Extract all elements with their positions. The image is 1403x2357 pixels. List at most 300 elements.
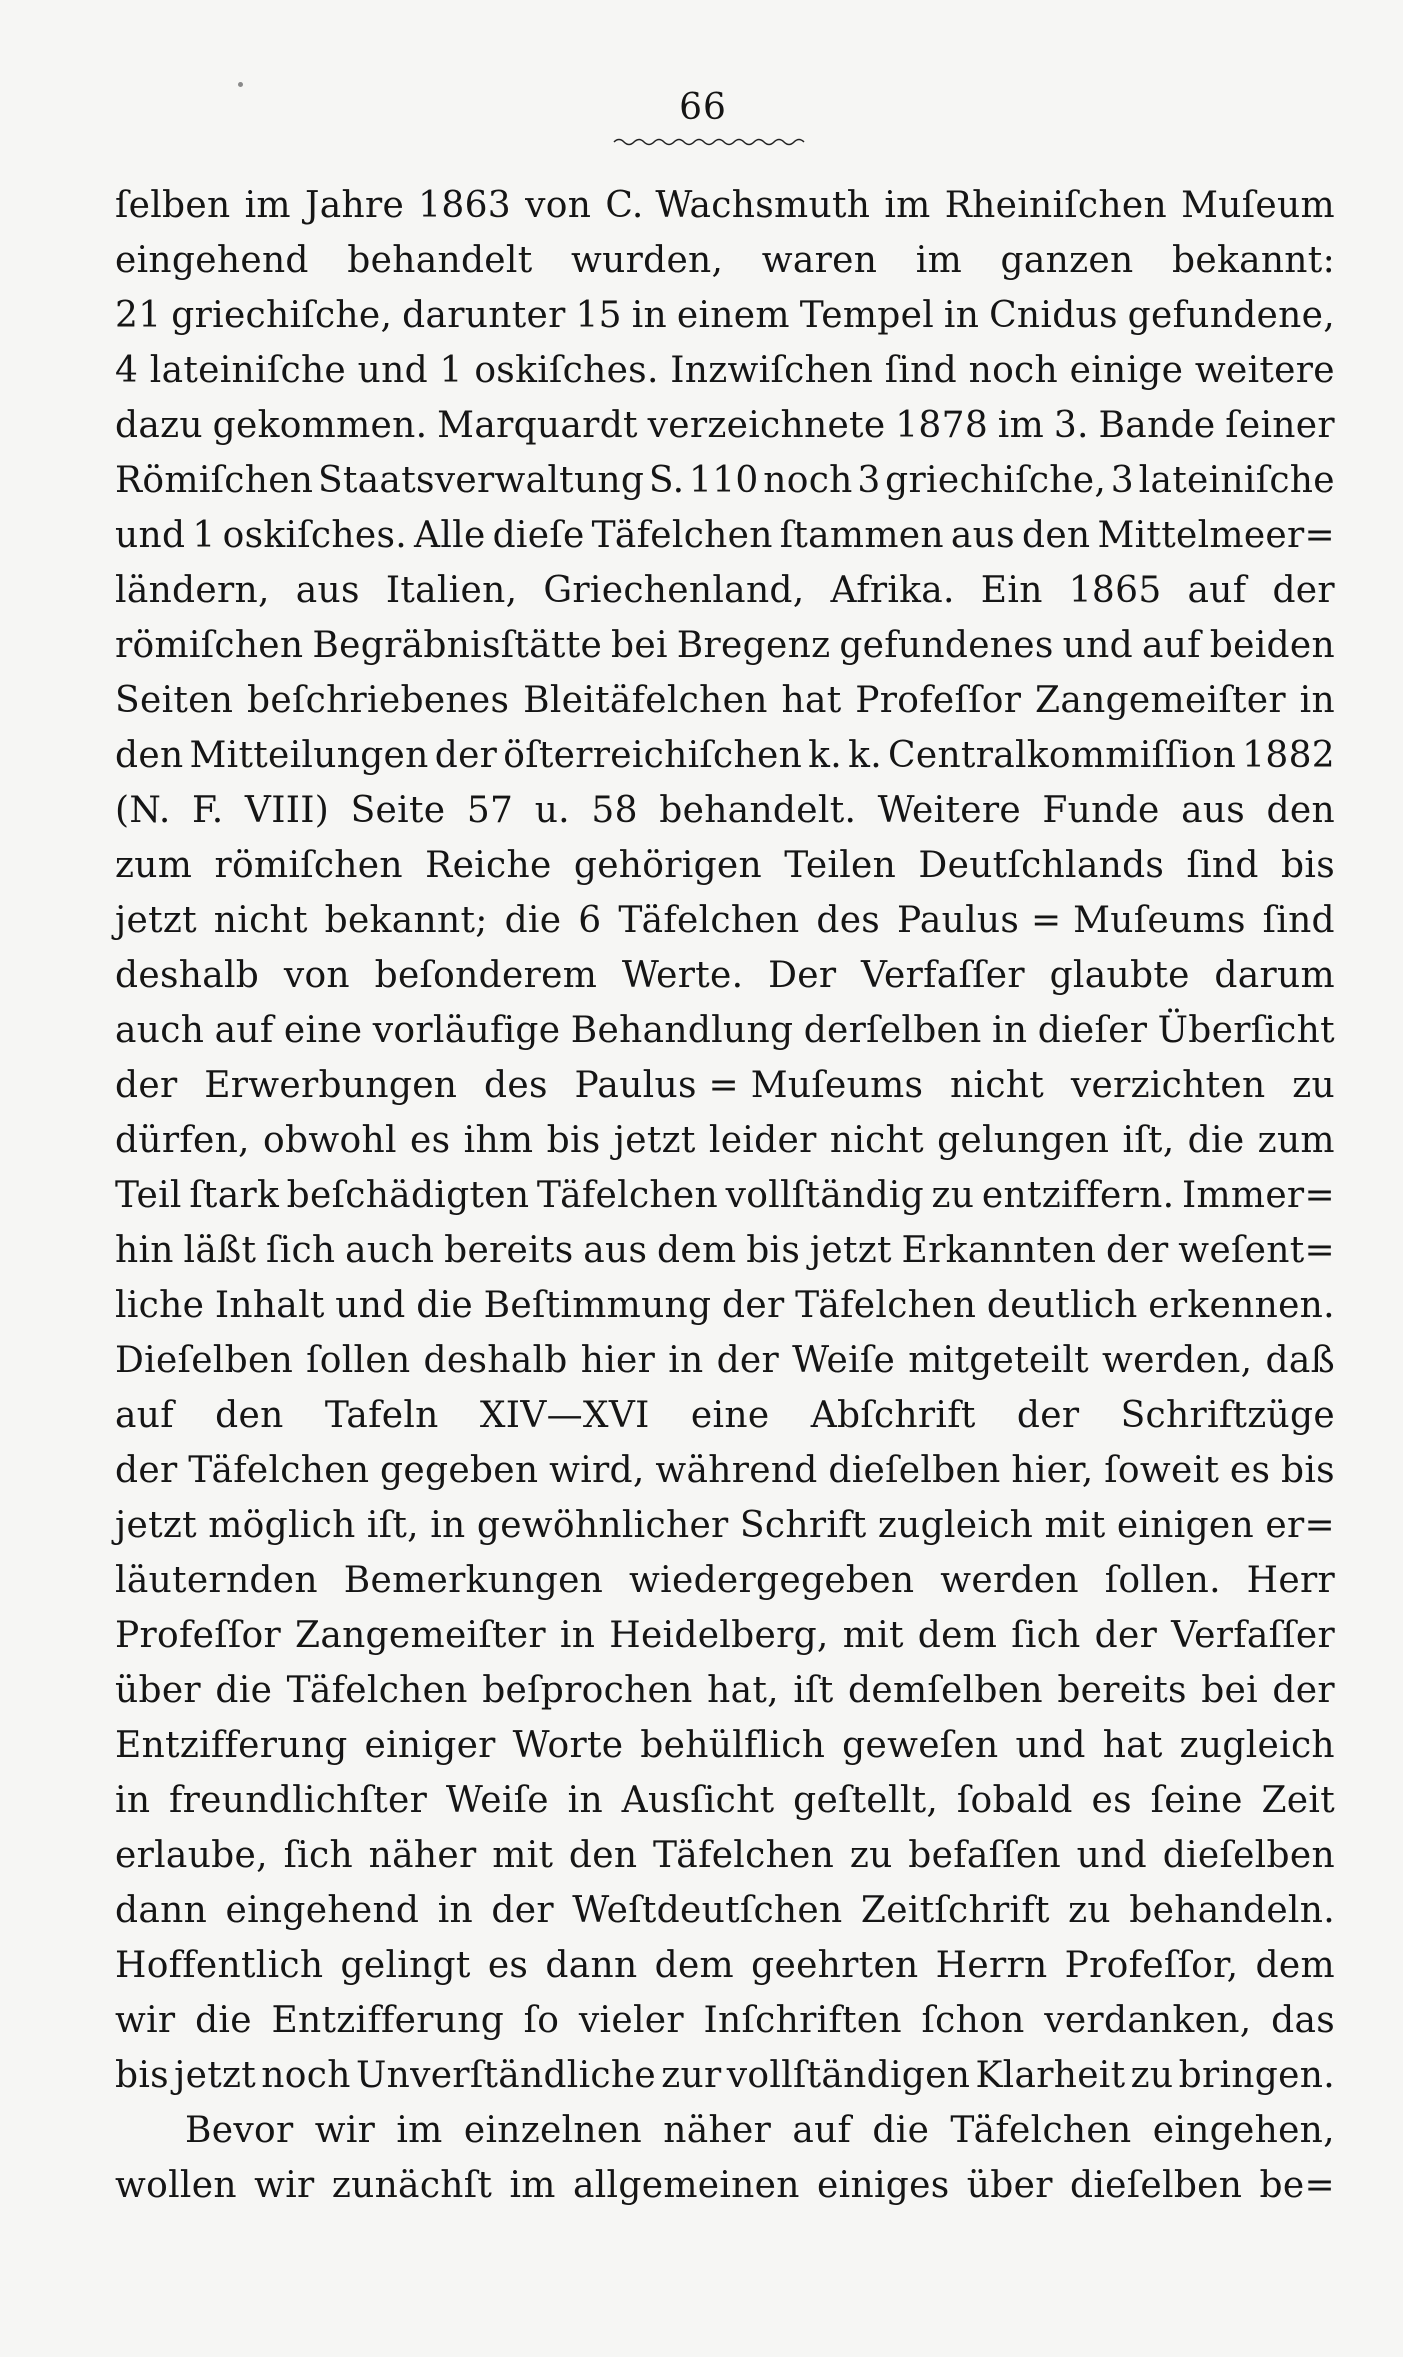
word: derſelben: [803, 1009, 982, 1051]
word: Inzwiſchen: [670, 349, 874, 391]
text-line: [115, 1498, 1335, 1553]
word: gefundene,: [1127, 294, 1335, 336]
word: vollſtändig: [725, 1174, 924, 1216]
word: Täfelchen: [950, 2109, 1132, 2151]
word: noch: [968, 349, 1059, 391]
word: ganzen: [1000, 239, 1134, 281]
text-line: [115, 1553, 1335, 1608]
text-line: [115, 2158, 1335, 2213]
word: mit: [842, 1614, 904, 1656]
word: Erkannten: [901, 1229, 1097, 1271]
word: 58: [591, 789, 638, 831]
word: auf: [1141, 624, 1201, 666]
text-line: [115, 178, 1335, 233]
word: Täfelchen: [653, 1834, 835, 1876]
word: bekannt:: [1172, 239, 1335, 281]
word: wurden,: [571, 239, 724, 281]
word: Schriftzüge: [1120, 1394, 1335, 1436]
word: vollſtändigen: [726, 2054, 971, 2096]
word: VIII): [244, 789, 330, 831]
word: den: [1021, 514, 1091, 556]
word: und: [335, 1284, 406, 1326]
word: leider: [708, 1119, 817, 1161]
word: oskiſches.: [222, 514, 407, 556]
word: ländern,: [115, 569, 270, 611]
word: bei: [611, 624, 668, 666]
text-line: [115, 508, 1335, 563]
word: in: [437, 1889, 473, 1931]
word: 15: [575, 294, 622, 336]
word: Rheiniſchen: [944, 184, 1167, 226]
word: u.: [534, 789, 570, 831]
word: in: [559, 1614, 596, 1656]
word: iſt: [793, 1669, 834, 1711]
word: Bregenz: [676, 624, 831, 666]
word: entziffern.: [981, 1174, 1175, 1216]
word: zu: [849, 1834, 893, 1876]
word: 1865: [1068, 569, 1162, 611]
word: der: [1106, 1229, 1169, 1271]
word: und: [1015, 1724, 1086, 1766]
word: bei: [1201, 1669, 1258, 1711]
text-line: [115, 948, 1335, 1003]
word: und: [357, 349, 428, 391]
text-line: [115, 1883, 1335, 1938]
word: geſtellt,: [793, 1779, 939, 1821]
word: bis: [746, 1229, 801, 1271]
word: Seiten: [115, 679, 234, 721]
word: ihm: [463, 1119, 534, 1161]
word: und: [1076, 1834, 1147, 1876]
word: geehrten: [751, 1944, 919, 1986]
word: zu: [1292, 1064, 1335, 1106]
word: es: [1091, 1779, 1132, 1821]
word: be=: [1259, 2164, 1335, 2206]
word: Dieſelben: [115, 1339, 294, 1381]
word: 6: [578, 899, 602, 941]
word: im: [997, 404, 1045, 446]
word: einiges: [817, 2164, 950, 2206]
word: gelungen: [937, 1119, 1110, 1161]
word: Schrift: [739, 1504, 867, 1546]
word: auf: [214, 1009, 274, 1051]
word: C. Wachsmuth: [605, 184, 871, 226]
word: einem: [676, 294, 790, 336]
word: wir: [254, 2164, 315, 2206]
word: 4: [115, 349, 139, 391]
word: im: [244, 184, 291, 226]
word: hier: [580, 1339, 656, 1381]
word: Mitteilungen: [189, 734, 429, 776]
word: römiſchen: [214, 844, 403, 886]
word: der: [1016, 1394, 1080, 1436]
word: noch: [763, 459, 853, 501]
word: Täfelchen: [536, 1174, 718, 1216]
word: allgemeinen: [572, 2164, 800, 2206]
word: ſeiner: [1225, 404, 1335, 446]
word: beſprochen: [482, 1669, 693, 1711]
word: Inſchriften: [703, 1999, 902, 2041]
word: Profeſſor: [855, 679, 1022, 721]
word: Ein: [980, 569, 1043, 611]
word: Verfaſſer: [1171, 1614, 1335, 1656]
word: gelingt: [340, 1944, 471, 1986]
word: Werte.: [621, 954, 744, 996]
word: gekommen.: [212, 404, 428, 446]
word: aus: [295, 569, 360, 611]
text-line: [115, 1443, 1335, 1498]
word: wird,: [549, 1449, 645, 1491]
word: befaſſen: [908, 1834, 1061, 1876]
text-line: [115, 893, 1335, 948]
word: in: [992, 1009, 1028, 1051]
word: im: [915, 239, 963, 281]
text-line: [115, 1938, 1335, 1993]
word: (N.: [115, 789, 171, 831]
word: Hoffentlich: [115, 1944, 324, 1986]
word: wiedergegeben: [629, 1559, 915, 1601]
word: beſchädigten: [286, 1174, 530, 1216]
word: zum: [1257, 1119, 1335, 1161]
word: Behandlung: [570, 1009, 794, 1051]
text-line: [115, 783, 1335, 838]
word: Cnidus: [989, 294, 1118, 336]
word: zu: [931, 1174, 975, 1216]
word: ſobald: [956, 1779, 1073, 1821]
text-line: [115, 2103, 1335, 2158]
word: des: [816, 899, 881, 941]
word: 1882: [1242, 734, 1335, 776]
word: Paulus = Muſeums: [574, 1064, 924, 1106]
word: ſollen: [306, 1339, 411, 1381]
word: ſchon: [921, 1999, 1025, 2041]
word: römiſchen: [115, 624, 304, 666]
word: verzeichnete: [647, 404, 886, 446]
word: darum: [1214, 954, 1335, 996]
word: Funde: [1042, 789, 1160, 831]
word: behandelt: [347, 239, 533, 281]
word: dazu: [115, 404, 203, 446]
word: Täfelchen: [188, 1449, 370, 1491]
word: Herrn: [935, 1944, 1048, 1986]
word: aus: [583, 1229, 648, 1271]
word: Ausſicht: [621, 1779, 775, 1821]
word: Zeitſchrift: [860, 1889, 1050, 1931]
page-number: 66: [679, 87, 727, 128]
word: Täfelchen: [286, 1669, 468, 1711]
text-line: [115, 1993, 1335, 2048]
word: gegeben: [380, 1449, 539, 1491]
word: noch: [261, 2054, 351, 2096]
word: einigen: [1116, 1504, 1255, 1546]
word: dem: [657, 1229, 737, 1271]
word: der: [1272, 569, 1335, 611]
word: werden,: [1101, 1339, 1253, 1381]
word: zugleich: [877, 1504, 1034, 1546]
word: Unverſtändliche: [355, 2054, 656, 2096]
word: behandeln.: [1129, 1889, 1335, 1931]
word: Erwerbungen: [204, 1064, 458, 1106]
word: in: [567, 1779, 603, 1821]
word: Bande: [1098, 404, 1216, 446]
word: die: [872, 2109, 930, 2151]
word: Profeſſor,: [1064, 1944, 1239, 1986]
word: Marquardt: [437, 404, 638, 446]
word: 1863: [418, 184, 511, 226]
word: obwohl: [263, 1119, 397, 1161]
word: jetzt: [809, 1229, 892, 1271]
word: darunter: [402, 294, 566, 336]
word: jetzt: [174, 2054, 257, 2096]
word: dürfen,: [115, 1119, 250, 1161]
word: deshalb: [115, 954, 260, 996]
word: F.: [192, 789, 224, 831]
word: dieſe: [492, 514, 585, 556]
word: mitgeteilt: [908, 1339, 1089, 1381]
word: ſoweit: [1104, 1449, 1220, 1491]
word: er=: [1265, 1504, 1335, 1546]
word: Worte: [512, 1724, 624, 1766]
text-line: [115, 2048, 1335, 2103]
word: zugleich: [1179, 1724, 1335, 1766]
word: den: [568, 1834, 638, 1876]
word: Tempel: [799, 294, 935, 336]
word: hier,: [1011, 1449, 1094, 1491]
word: ſich: [266, 1229, 336, 1271]
word: läuternden: [115, 1559, 318, 1601]
word: Italien,: [385, 569, 518, 611]
word: ſind: [1186, 844, 1259, 886]
word: dieſer: [1037, 1009, 1148, 1051]
word: der: [434, 734, 498, 776]
word: den: [1266, 789, 1335, 831]
word: verzichten: [1070, 1064, 1266, 1106]
word: bis: [546, 1119, 601, 1161]
word: das: [1271, 1999, 1335, 2041]
word: Verfaſſer: [861, 954, 1025, 996]
word: der: [716, 1339, 780, 1381]
word: nicht: [829, 1119, 924, 1161]
word: auf: [1187, 569, 1247, 611]
word: in: [430, 1504, 466, 1546]
word: der: [115, 1449, 178, 1491]
word: Seite: [350, 789, 446, 831]
word: Paulus = Muſeums: [896, 899, 1246, 941]
word: jetzt: [115, 1504, 197, 1546]
word: Inhalt: [214, 1284, 325, 1326]
word: Jahre: [304, 184, 405, 226]
word: es: [1229, 1449, 1271, 1491]
word: eingehend: [225, 1889, 420, 1931]
word: von: [283, 954, 350, 996]
word: 1: [439, 349, 463, 391]
word: Profeſſor: [115, 1614, 281, 1656]
word: dann: [115, 1889, 208, 1931]
word: Griechenland,: [543, 569, 805, 611]
text-line: [115, 343, 1335, 398]
text-line: [115, 728, 1335, 783]
word: näher: [368, 1834, 477, 1876]
word: geweſen: [842, 1724, 999, 1766]
word: auch: [115, 1009, 205, 1051]
text-line: [115, 1773, 1335, 1828]
word: dem: [917, 1614, 998, 1656]
word: des: [484, 1064, 548, 1106]
word: der: [491, 1889, 554, 1931]
word: zunächſt: [331, 2164, 493, 2206]
word: Staatsverwaltung: [317, 459, 645, 501]
text-line: [115, 1718, 1335, 1773]
word: 1878: [895, 404, 989, 446]
word: Weitere: [877, 789, 1021, 831]
word: ſich: [1011, 1614, 1081, 1656]
text-line: [115, 673, 1335, 728]
word: die: [195, 1999, 252, 2041]
word: freundlichſter: [169, 1779, 428, 1821]
word: von: [525, 184, 592, 226]
word: k.: [808, 734, 843, 776]
word: weitere: [1194, 349, 1335, 391]
word: ſind: [1262, 899, 1335, 941]
word: Entzifferung: [271, 1999, 505, 2041]
word: bekannt;: [324, 899, 488, 941]
word: Bevor: [185, 2109, 294, 2151]
word: Weſtdeutſchen: [572, 1889, 843, 1931]
text-line: [115, 1608, 1335, 1663]
word: Heidelberg,: [609, 1614, 829, 1656]
word: 57: [466, 789, 514, 831]
word: nicht: [950, 1064, 1045, 1106]
word: im: [509, 2164, 556, 2206]
word: hat: [781, 679, 842, 721]
word: Beſtimmung: [483, 1284, 712, 1326]
word: beſonderem: [374, 954, 598, 996]
word: Täfelchen: [618, 899, 800, 941]
word: Täfelchen: [591, 514, 773, 556]
word: 3.: [1053, 404, 1089, 446]
word: behülflich: [640, 1724, 826, 1766]
text-line: [115, 398, 1335, 453]
word: über: [966, 2164, 1053, 2206]
word: Begräbnisſtätte: [312, 624, 603, 666]
word: eine: [690, 1394, 770, 1436]
word: Immer=: [1181, 1174, 1335, 1216]
word: hat,: [707, 1669, 779, 1711]
body-text: [115, 178, 1335, 2213]
word: Überſicht: [1157, 1009, 1335, 1051]
word: der: [1094, 1614, 1158, 1656]
text-line: [115, 1223, 1335, 1278]
word: zur: [661, 2054, 722, 2096]
word: aus: [1181, 789, 1246, 831]
word: läßt: [183, 1229, 257, 1271]
word: jetzt: [613, 1119, 696, 1161]
word: lateiniſche: [149, 349, 347, 391]
word: Deutſchlands: [918, 844, 1165, 886]
word: bereits: [1057, 1669, 1187, 1711]
word: hin: [115, 1229, 174, 1271]
word: einige: [1069, 349, 1184, 391]
word: wir: [314, 2109, 376, 2151]
word: einzelnen: [463, 2109, 643, 2151]
word: k.: [848, 734, 882, 776]
word: ſtark: [189, 1174, 280, 1216]
word: glaubte: [1049, 954, 1190, 996]
word: auch: [345, 1229, 435, 1271]
word: lateiniſche: [1138, 459, 1335, 501]
text-line: [115, 1058, 1335, 1113]
word: Centralkommiſſion: [888, 734, 1237, 776]
word: bis: [1281, 844, 1335, 886]
word: erlaube,: [115, 1834, 268, 1876]
word: Zeit: [1261, 1779, 1335, 1821]
word: die: [504, 899, 562, 941]
word: beiden: [1209, 624, 1335, 666]
word: 3: [857, 459, 881, 501]
word: demſelben: [848, 1669, 1043, 1711]
word: bereits: [444, 1229, 574, 1271]
text-line: [115, 563, 1335, 618]
word: eine: [283, 1009, 363, 1051]
word: Alle: [414, 514, 486, 556]
paper-speck: [238, 82, 243, 87]
page-number-ornament: [612, 136, 812, 148]
word: dieſelben: [1070, 2164, 1243, 2206]
word: S.: [648, 459, 685, 501]
word: iſt,: [1122, 1119, 1175, 1161]
word: ſo: [523, 1999, 560, 2041]
word: XIV—XVI: [479, 1394, 650, 1436]
word: 3: [1110, 459, 1134, 501]
word: auf: [792, 2109, 852, 2151]
word: Muſeum: [1181, 184, 1335, 226]
text-line: [115, 233, 1335, 288]
word: zu: [1068, 1889, 1111, 1931]
word: den: [115, 734, 184, 776]
word: einiger: [364, 1724, 496, 1766]
word: iſt,: [366, 1504, 419, 1546]
word: waren: [761, 239, 878, 281]
word: ſeine: [1150, 1779, 1243, 1821]
word: eingehend: [115, 239, 309, 281]
word: und: [1062, 624, 1133, 666]
word: erkennen.: [1148, 1284, 1335, 1326]
word: auf: [115, 1394, 174, 1436]
word: gewöhnlicher: [476, 1504, 729, 1546]
word: weſent=: [1178, 1229, 1335, 1271]
text-line: [115, 288, 1335, 343]
word: in: [943, 294, 980, 336]
word: ſelben: [115, 184, 231, 226]
word: Teil: [115, 1174, 182, 1216]
word: Römiſchen: [115, 459, 314, 501]
word: mit: [492, 1834, 554, 1876]
word: Zangemeiſter: [295, 1614, 546, 1656]
text-line: [115, 838, 1335, 893]
word: werden: [940, 1559, 1079, 1601]
word: deshalb: [423, 1339, 568, 1381]
word: beſchriebenes: [247, 679, 510, 721]
word: Entzifferung: [115, 1724, 348, 1766]
word: Mittelmeer=: [1097, 514, 1335, 556]
word: über: [115, 1669, 201, 1711]
word: vieler: [578, 1999, 684, 2041]
word: Tafeln: [324, 1394, 439, 1436]
word: dieſelben: [828, 1449, 1001, 1491]
word: bis: [1281, 1449, 1335, 1491]
word: näher: [663, 2109, 772, 2151]
word: Weiſe: [445, 1779, 549, 1821]
